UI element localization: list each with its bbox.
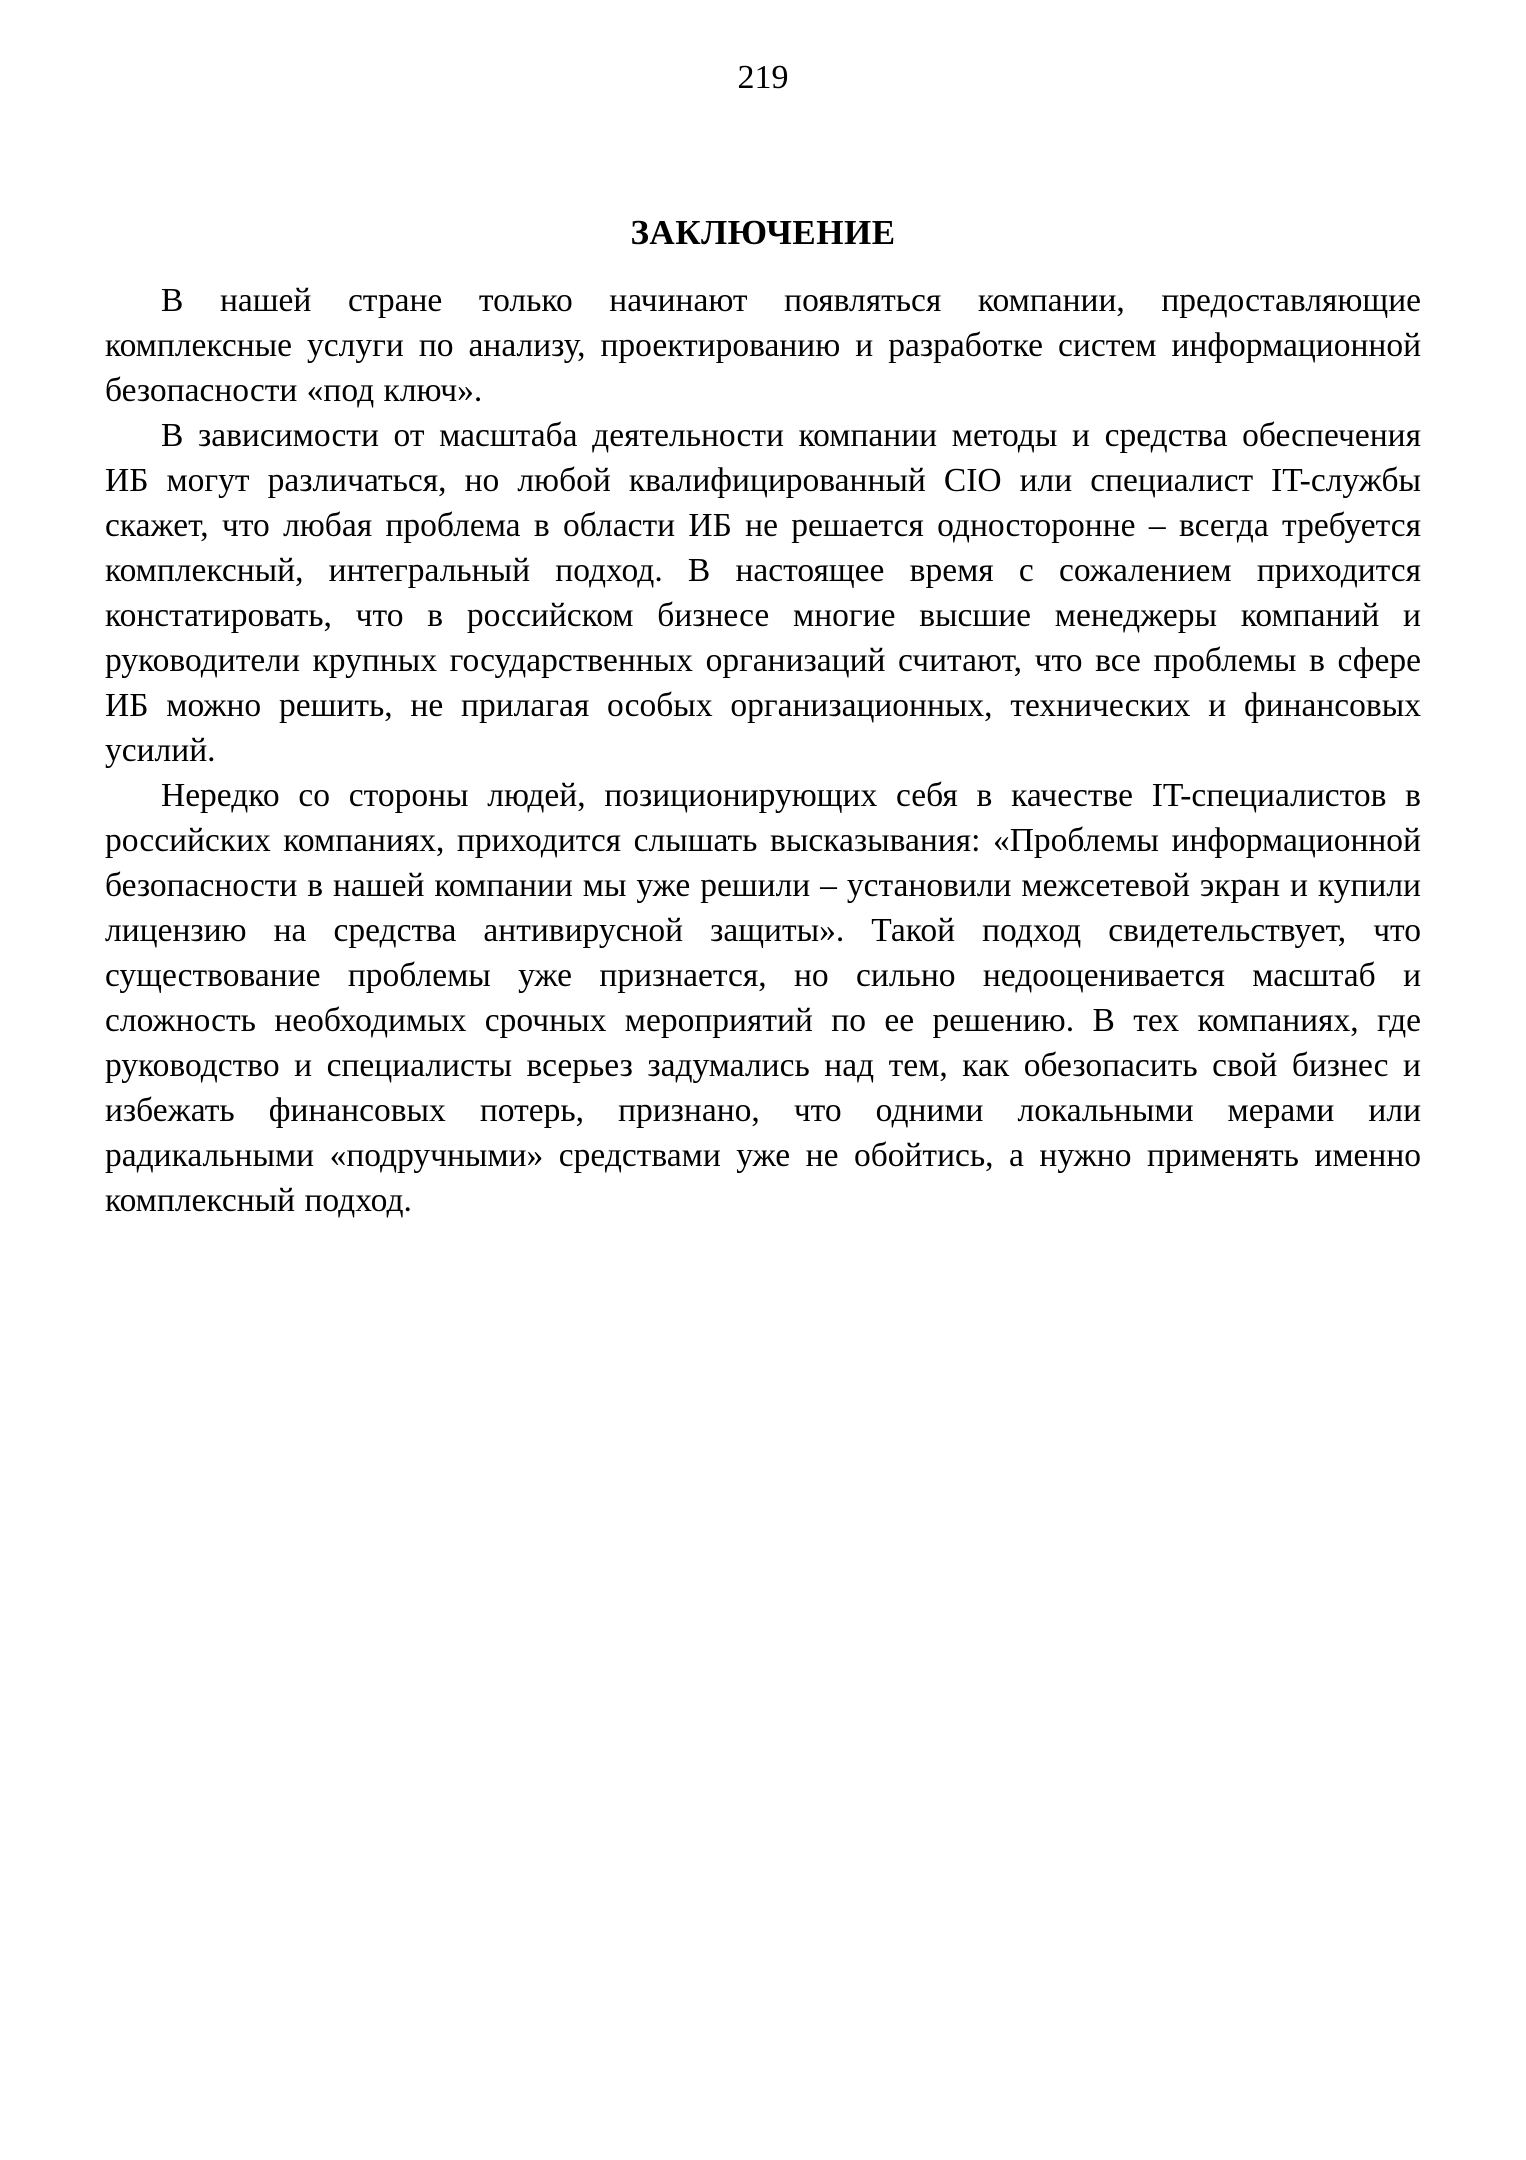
paragraph-3: Нередко со стороны людей, позиционирующих себя в качестве IT-специалистов в российских компаниях, приходится слышать высказывания: «Проблемы информационной безопасности в нашей компании мы уже решили – установили межсетевой экран и купили лицензию на средства антивирусной защиты». Такой подход свидетельствует, что существование проблемы уже признается, но сильно недооценивается масштаб и сложность необходимых срочных мероприятий по ее решению. В тех компаниях, где руководство и специалисты всерьез задумались над тем, как обезопасить свой бизнес и избежать финансовых потерь, признано, что одними локальными мерами или радикальными «подручными» средствами уже не обойтись, а нужно применять именно комплексный подход. bbox=[105, 777, 1421, 1219]
paragraph-2: В зависимости от масштаба деятельности компании методы и средства обеспечения ИБ могут различаться, но любой квалифицированный CIO или специалист IT-службы скажет, что любая проблема в области ИБ не решается односторонне – всегда требуется комплексный, интегральный подход. В настоящее время с сожалением приходится констатировать, что в российском бизнесе многие высшие менеджеры компаний и руководители крупных государственных организаций считают, что все проблемы в сфере ИБ можно решить, не прилагая особых организационных, технических и финансовых усилий. bbox=[105, 417, 1421, 769]
page-number: 219 bbox=[737, 59, 789, 96]
body-text bbox=[105, 278, 1421, 1223]
section-heading: ЗАКЛЮЧЕНИЕ bbox=[630, 213, 896, 253]
paragraph-1: В нашей стране только начинают появляться компании, предоставляющие комплексные услуги по анализу, проектированию и разработке систем информационной безопасности «под ключ». bbox=[105, 282, 1421, 409]
